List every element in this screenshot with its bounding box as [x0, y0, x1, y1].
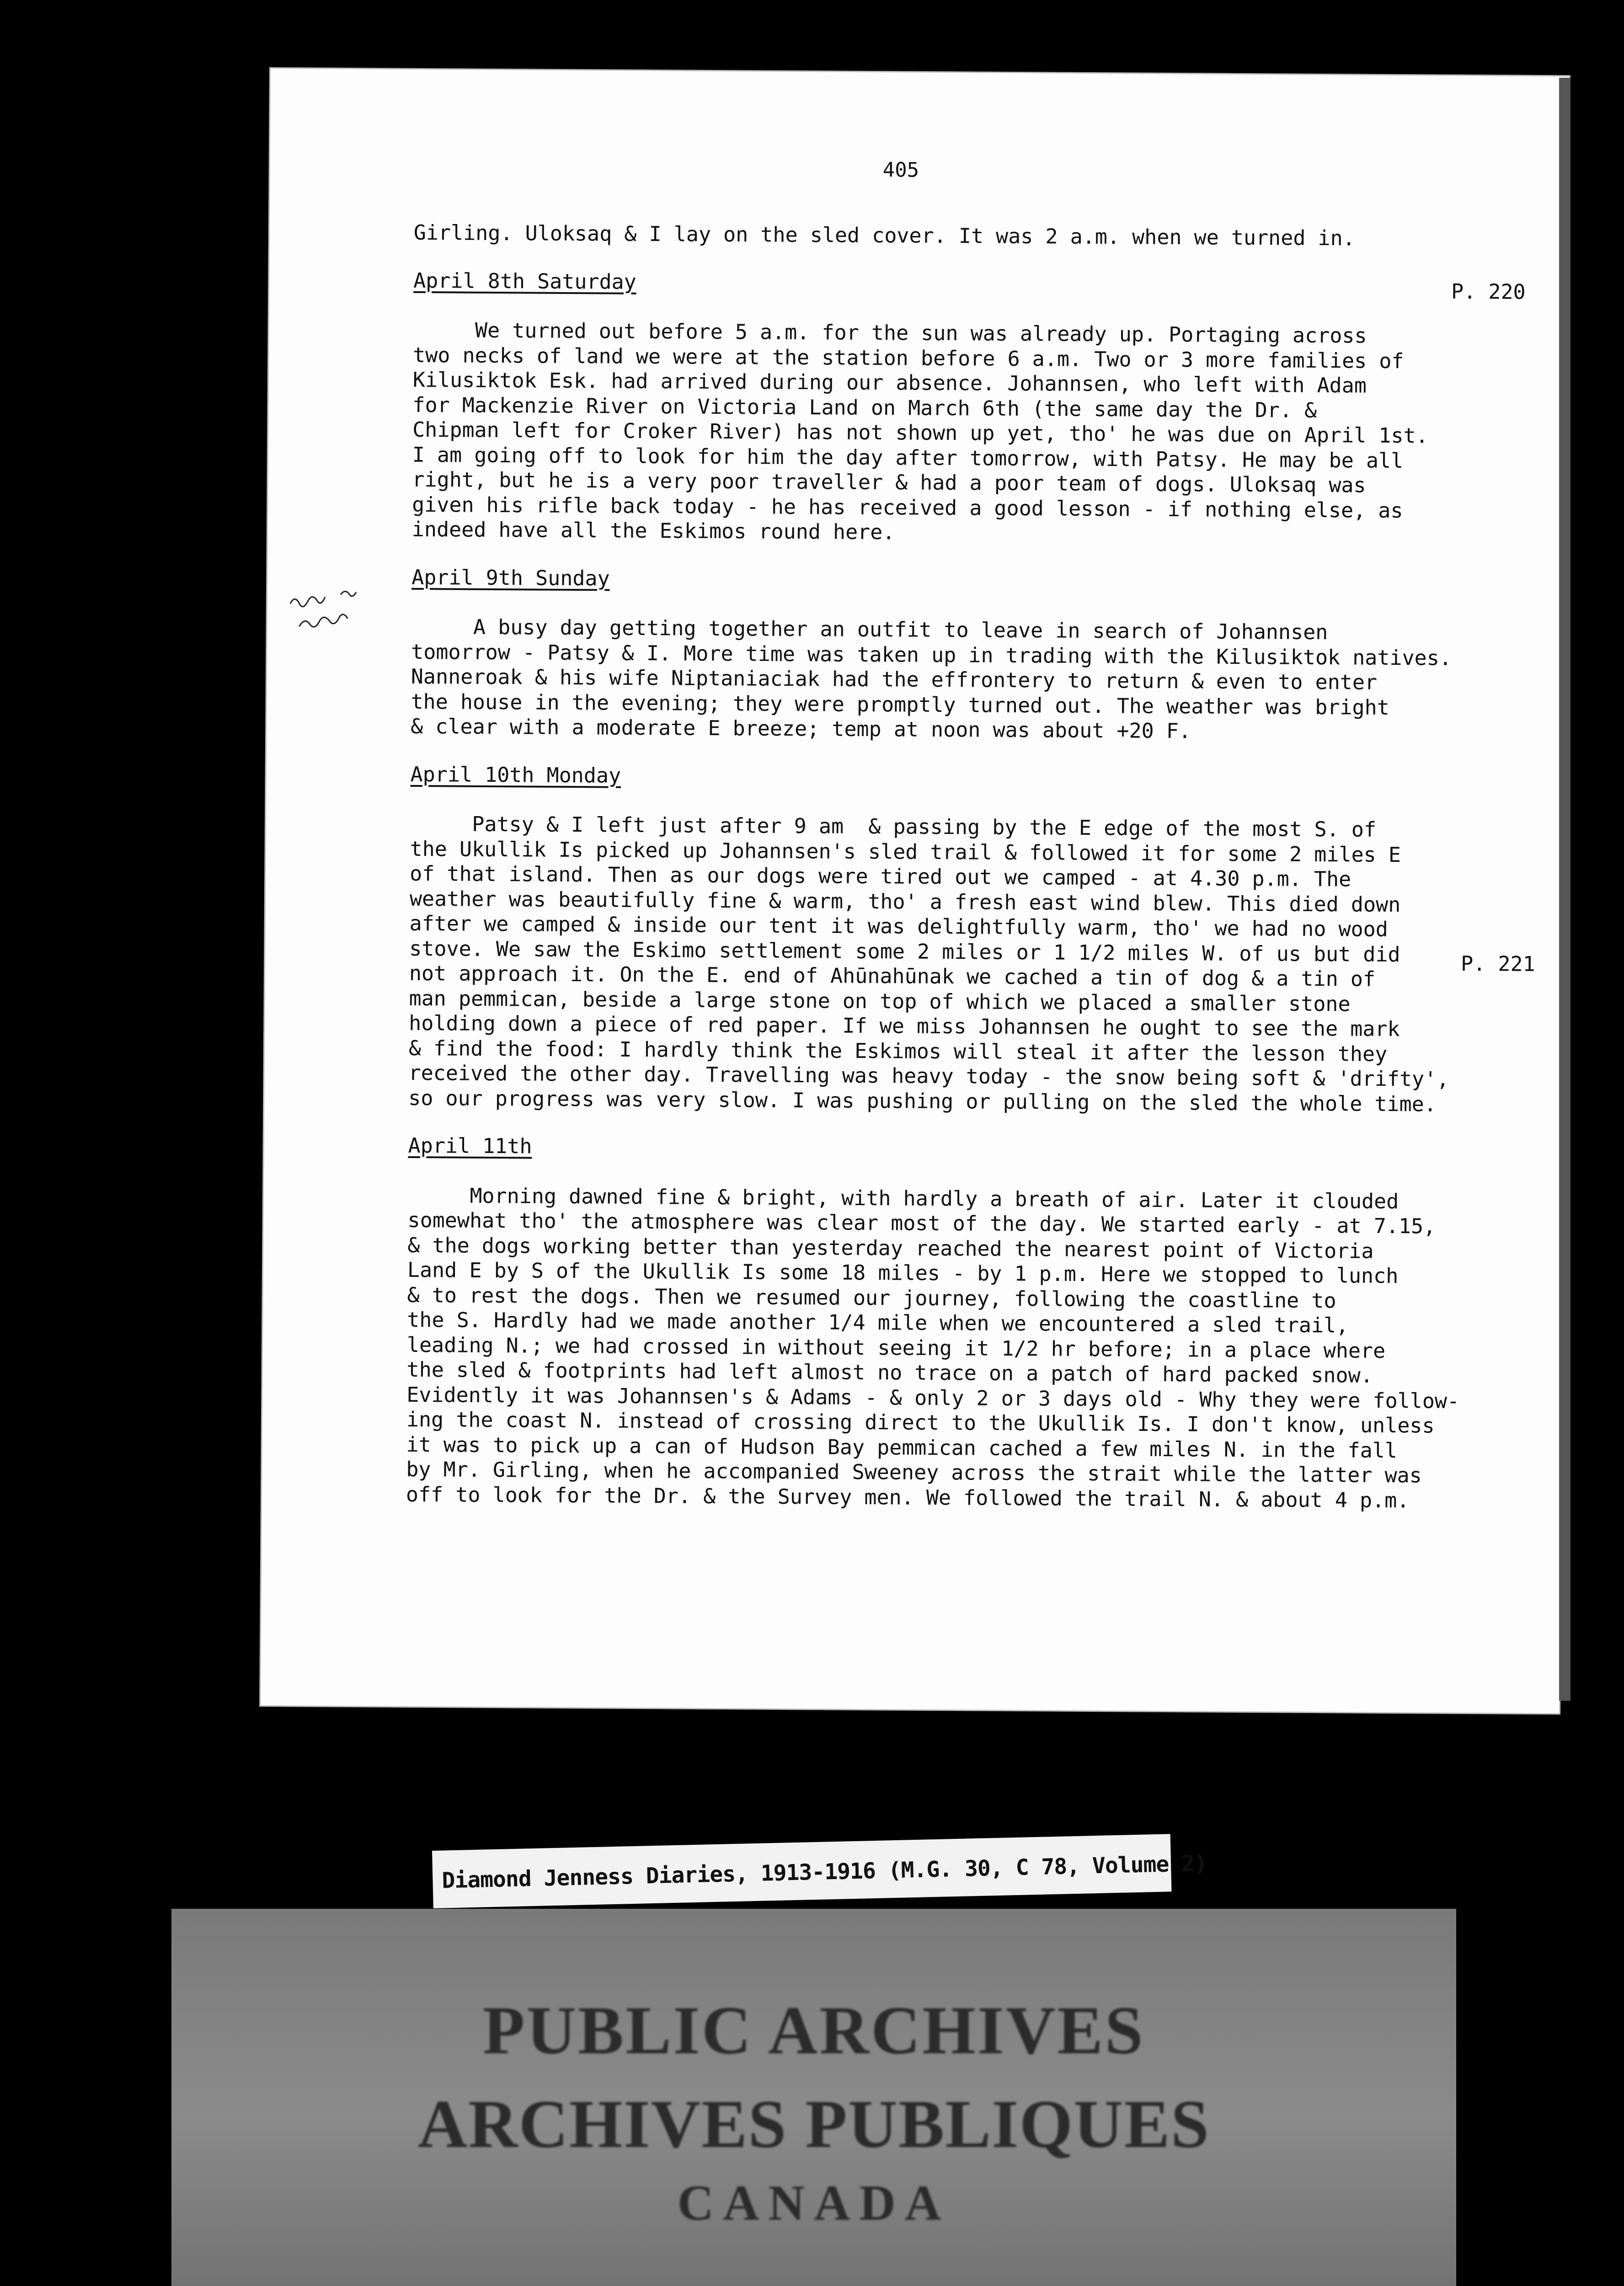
- margin-reference: P. 220: [1451, 279, 1526, 304]
- entry-line: & to rest the dogs. Then we resumed our journey, following the coastline to: [407, 1282, 1336, 1313]
- entry-line: after we camped & inside our tent it was delightfully warm, tho' we had no wood: [409, 911, 1389, 941]
- entry-line: stove. We saw the Eskimo settlement some 2 miles or 1 1/2 miles W. of us but did: [409, 936, 1400, 967]
- diary-entries: [406, 245, 1548, 1514]
- entry-line: A busy day getting together an outfit to leave in search of Johannsen: [411, 614, 1328, 645]
- collection-label: [432, 1834, 1207, 1908]
- entry-heading: April 9th Sunday: [411, 565, 610, 591]
- stamp-line: ARCHIVES PUBLIQUES: [417, 2086, 1210, 2162]
- entry-line: the sled & footprints had left almost no trace on a patch of hard packed snow.: [406, 1357, 1373, 1388]
- entry-line: Nanneroak & his wife Niptaniaciak had the effrontery to return & even to enter: [411, 664, 1378, 694]
- entry-line: right, but he is a very poor traveller & had a poor team of dogs. Uloksaq was: [412, 467, 1366, 497]
- stamp-line: CANADA: [677, 2175, 951, 2231]
- entry-line: man pemmican, beside a large stone on top of which we placed a smaller stone: [409, 986, 1351, 1016]
- entry-line: Chipman left for Croker River) has not shown up yet, tho' he was due on April 1st.: [412, 417, 1428, 448]
- continuation-line: Girling. Uloksaq & I lay on the sled cover. It was 2 a.m. when we turned in.: [413, 220, 1355, 251]
- entry-line: & the dogs working better than yesterday reached the nearest point of Victoria: [407, 1233, 1374, 1263]
- entry-line: not approach it. On the E. end of Ahūnahūnak we cached a tin of dog & a tin of: [409, 961, 1376, 991]
- entry-line: given his rifle back today - he has received a good lesson - if nothing else, as: [412, 492, 1403, 523]
- entry-line: & find the food: I hardly think the Eskimos will steal it after the lesson they: [408, 1036, 1388, 1066]
- entry-line: tomorrow - Patsy & I. More time was taken up in trading with the Kilusiktok natives.: [411, 639, 1452, 670]
- entry-line: Land E by S of the Ukullik Is some 18 miles - by 1 p.m. Here we stopped to lunch: [407, 1257, 1399, 1288]
- margin-reference: P. 221: [1460, 951, 1535, 976]
- entry-line: I am going off to look for him the day after tomorrow, with Patsy. He may be all: [412, 442, 1404, 473]
- entry-heading: April 10th Monday: [410, 762, 621, 788]
- entry-line: Kilusiktok Esk. had arrived during our absence. Johannsen, who left with Adam: [412, 367, 1367, 398]
- entry-line: Evidently it was Johannsen's & Adams - & only 2 or 3 days old - Why they were follow-: [406, 1382, 1460, 1413]
- entry-line: received the other day. Travelling was heavy today - the snow being soft & 'drifty',: [408, 1060, 1449, 1091]
- page-edge: [1559, 78, 1571, 1701]
- diary-text: [406, 220, 1548, 1514]
- entry-line: so our progress was very slow. I was pushing or pulling on the sled the whole time.: [408, 1085, 1437, 1116]
- diary-page: [261, 69, 1569, 1713]
- entry-line: Patsy & I left just after 9 am & passing by the E edge of the most S. of: [410, 811, 1377, 842]
- archives-stamp: [171, 1909, 1456, 2286]
- page-number: 405: [882, 158, 919, 182]
- entry-line: holding down a piece of red paper. If we miss Johannsen he ought to see the mark: [409, 1010, 1400, 1042]
- stamp-line: PUBLIC ARCHIVES: [483, 1992, 1145, 2068]
- entry-line: Morning dawned fine & bright, with hardly a breath of air. Later it clouded: [407, 1183, 1399, 1213]
- entry-line: ing the coast N. instead of crossing direct to the Ukullik Is. I don't know, unless: [406, 1407, 1435, 1438]
- entry-line: indeed have all the Eskimos round here.: [411, 517, 895, 545]
- entry-line: weather was beautifully fine & warm, tho' a fresh east wind blew. This died down: [409, 886, 1401, 917]
- entry-line: the house in the evening; they were promptly turned out. The weather was bright: [411, 689, 1389, 720]
- entry-line: We turned out before 5 a.m. for the sun was already up. Portaging across: [413, 317, 1367, 348]
- entry-heading: April 11th: [408, 1133, 532, 1159]
- entry-line: of that island. Then as our dogs were tired out we camped - at 4.30 p.m. The: [410, 861, 1352, 892]
- entry-line: it was to pick up a can of Hudson Bay pemmican cached a few miles N. in the fall: [406, 1432, 1398, 1463]
- entry-line: the S. Hardly had we made another 1/4 mile when we encountered a sled trail,: [407, 1307, 1349, 1338]
- collection-label-text: Diamond Jenness Diaries, 1913-1916 (M.G. 30, C 78, Volume 2): [441, 1850, 1207, 1894]
- entry-line: off to look for the Dr. & the Survey men. We followed the trail N. & about 4 p.m.: [406, 1482, 1410, 1512]
- entry-line: & clear with a moderate E breeze; temp at noon was about +20 F.: [411, 714, 1191, 743]
- entry-heading: April 8th Saturday: [413, 268, 637, 294]
- entry-line: by Mr. Girling, when he accompanied Sweeney across the strait while the latter was: [406, 1457, 1422, 1488]
- entry-line: for Mackenzie River on Victoria Land on March 6th (the same day the Dr. &: [412, 392, 1317, 422]
- entry-line: two necks of land we were at the station before 6 a.m. Two or 3 more families of: [413, 342, 1404, 373]
- marginal-annotation: [285, 576, 377, 650]
- entry-line: somewhat tho' the atmosphere was clear most of the day. We started early - at 7.15,: [407, 1207, 1436, 1239]
- entry-line: the Ukullik Is picked up Johannsen's sled trail & followed it for some 2 miles E: [410, 836, 1401, 867]
- entry-line: leading N.; we had crossed in without seeing it 1/2 hr before; in a place where: [406, 1332, 1386, 1363]
